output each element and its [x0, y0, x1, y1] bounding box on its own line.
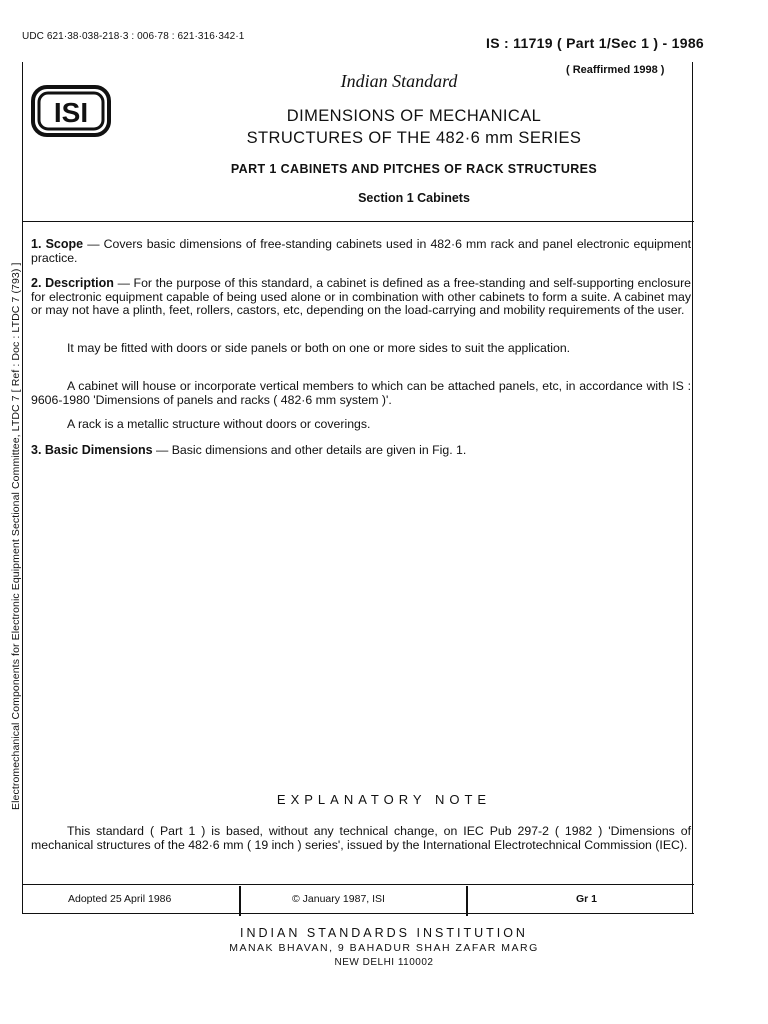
standard-label: Indian Standard — [340, 71, 458, 91]
committee-side-note: Electromechanical Components for Electronic Equipment Sectional Committee, LTDC 7 [ Ref : Doc : LTDC 7 (793) ] — [10, 262, 22, 810]
explanatory-note-text: This standard ( Part 1 ) is based, without any technical change, on IEC Pub 297-2 ( 1982 ) 'Dimensions of mechanical structures of the 482·6 mm ( 19 inch ) series', issued by the International Electrotechnical Commission (IEC). — [31, 824, 691, 852]
section-heading: Section 1 Cabinets — [358, 191, 470, 205]
title-line-1: DIMENSIONS OF MECHANICAL — [286, 107, 542, 125]
frame-right-line — [692, 62, 693, 914]
adopted-date: Adopted 25 April 1986 — [68, 893, 172, 905]
explanatory-note-heading: EXPLANATORY NOTE — [276, 792, 492, 807]
header-rule — [22, 221, 694, 222]
copyright-notice: © January 1987, ISI — [292, 893, 385, 905]
is-number: IS : 11719 ( Part 1/Sec 1 ) - 1986 — [486, 35, 704, 51]
description-heading: 2. Description — [31, 276, 114, 290]
institution-name: INDIAN STANDARDS INSTITUTION — [240, 926, 528, 940]
reaffirmed-note: ( Reaffirmed 1998 ) — [566, 64, 665, 76]
institution-address-line-1: MANAK BHAVAN, 9 BAHADUR SHAH ZAFAR MARG — [229, 942, 539, 954]
basic-heading: 3. Basic Dimensions — [31, 443, 153, 457]
title-line-2: STRUCTURES OF THE 482·6 mm SERIES — [246, 129, 582, 147]
basic-text: — Basic dimensions and other details are given in Fig. 1. — [152, 443, 467, 457]
document-title — [0, 105, 768, 149]
udc-code: UDC 621·38·038-218·3 : 006·78 : 621·316·342·1 — [22, 31, 245, 42]
footer-divider — [239, 886, 241, 916]
logo-text: ISI — [53, 97, 89, 128]
part-heading: PART 1 CABINETS AND PITCHES OF RACK STRUCTURES — [230, 162, 598, 176]
scope-heading: 1. Scope — [31, 237, 84, 251]
clause-description — [31, 277, 691, 318]
frame-left-line — [22, 62, 23, 914]
clause-basic-dimensions — [31, 444, 691, 458]
paragraph-doors: It may be fitted with doors or side panels or both on one or more sides to suit the application. — [67, 341, 571, 355]
description-text: — For the purpose of this standard, a cabinet is defined as a free-standing and self-supporting enclosure for electronic equipment capable of being used alone or in combination with other cabinets to form a suite. A cabinet may or may not have a plinth, feet, rollers, castors, etc, depending on the load-carrying and mobility requirements of the user. — [31, 276, 691, 317]
scope-text: — Covers basic dimensions of free-standing cabinets used in 482·6 mm rack and panel electronic equipment practice. — [31, 237, 691, 265]
clause-scope — [31, 238, 691, 265]
paragraph-rack: A rack is a metallic structure without doors or coverings. — [67, 417, 371, 431]
price-grade: Gr 1 — [576, 893, 598, 905]
footer-divider — [466, 886, 468, 916]
paragraph-vertical-members: A cabinet will house or incorporate vertical members to which can be attached panels, etc, in accordance with IS : 9606-1980 'Dimensions of panels and racks ( 482·6 mm system )'. — [31, 379, 691, 407]
footer-rule-bottom — [22, 913, 694, 914]
footer-rule-top — [22, 884, 694, 885]
institution-address-line-2: NEW DELHI 110002 — [334, 957, 434, 968]
